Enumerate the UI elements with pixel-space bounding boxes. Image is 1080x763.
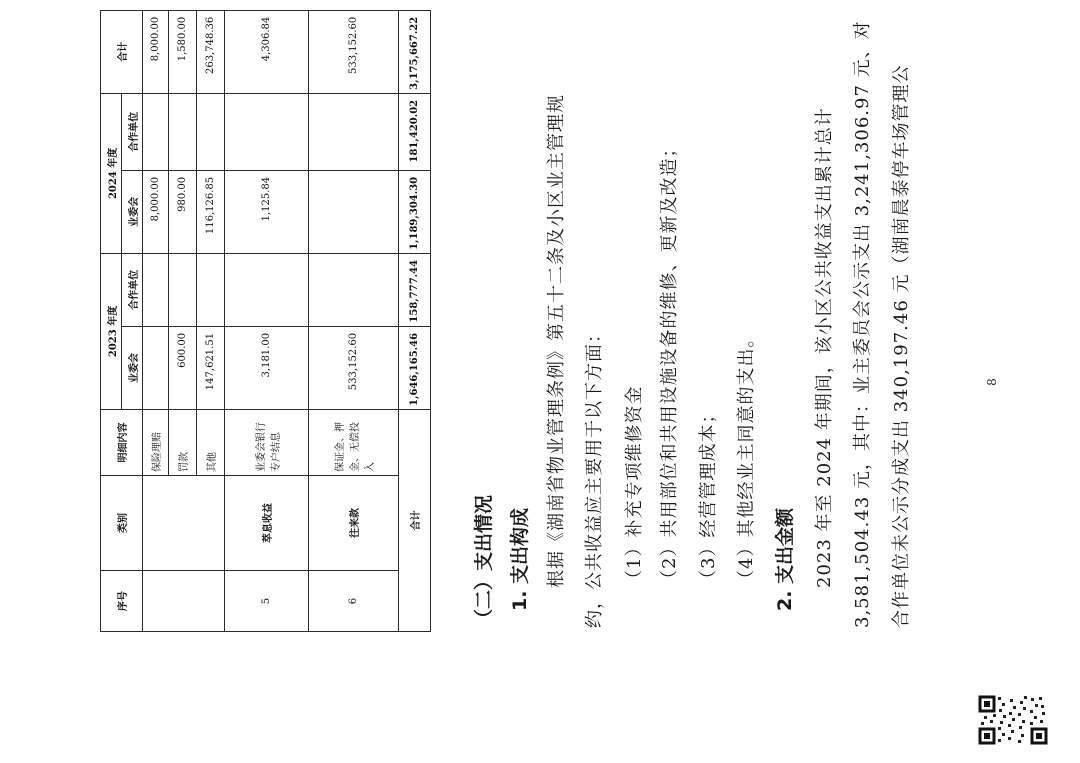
total-cell: 533,152.60 xyxy=(309,10,399,93)
committee-2024-cell: 1,125.84 xyxy=(225,170,309,253)
header-total: 合计 xyxy=(101,10,143,93)
paragraph-line: 2023 年至 2024 年期间，该小区公共收益支出累计总计 xyxy=(814,107,835,588)
detail-cell: 业委会银行专户结息 xyxy=(225,410,309,476)
header-seq: 序号 xyxy=(101,571,143,632)
committee-2023-cell xyxy=(143,326,169,409)
income-table xyxy=(100,10,431,632)
page-number: 8 xyxy=(985,378,999,386)
partner-2024-cell xyxy=(197,93,225,170)
list-item: （1）补充专项维修资金 xyxy=(624,385,645,588)
table-row xyxy=(309,10,399,631)
paragraph-line: 合作单位未公示分成支出 340,197.46 元（湖南晨泰停车场管理公 xyxy=(891,64,912,628)
partner-2023-cell xyxy=(169,253,197,326)
section-heading: （二）支出情况 xyxy=(473,494,495,628)
total-committee-2024: 1,189,304.30 xyxy=(399,170,431,253)
table-row xyxy=(143,10,169,631)
header-year-2023: 2023 年度 xyxy=(101,253,122,409)
committee-2024-cell: 116,126.85 xyxy=(197,170,225,253)
table-total-row xyxy=(399,10,431,631)
partner-2023-cell xyxy=(309,253,399,326)
total-partner-2024: 181,420.02 xyxy=(399,93,431,170)
header-committee-2023: 业委会 xyxy=(122,326,143,409)
partner-2024-cell xyxy=(143,93,169,170)
detail-cell: 其他 xyxy=(197,410,225,476)
committee-2023-cell: 147,621.51 xyxy=(197,326,225,409)
detail-cell: 保证金、押金、无偿投入 xyxy=(309,410,399,476)
total-cell: 263,748.36 xyxy=(197,10,225,93)
table-row xyxy=(225,10,309,631)
seq-cell xyxy=(143,571,225,632)
header-committee-2024: 业委会 xyxy=(122,170,143,253)
list-item: （4）其他经业主同意的支出。 xyxy=(736,328,757,588)
header-partner-2024: 合作单位 xyxy=(122,93,143,170)
committee-2024-cell: 8,000.00 xyxy=(143,170,169,253)
header-partner-2023: 合作单位 xyxy=(122,253,143,326)
header-detail: 明细内容 xyxy=(101,410,143,476)
category-cell: 萃息收益 xyxy=(225,476,309,571)
seq-cell: 6 xyxy=(309,571,399,632)
qr-code-icon xyxy=(978,695,1048,745)
total-cell: 4,306.84 xyxy=(225,10,309,93)
list-item: （2）共用部位和共用设施设备的维修、更新及改造； xyxy=(659,138,680,588)
total-committee-2023: 1,646,165.46 xyxy=(399,326,431,409)
paragraph-line: 3,581,504.43 元，其中：业主委员会公示支出 3,241,306.97 元、对 xyxy=(852,20,873,628)
detail-cell: 罚款 xyxy=(169,410,197,476)
total-row-label: 合计 xyxy=(399,410,431,632)
total-cell: 1,580.00 xyxy=(169,10,197,93)
detail-cell: 保险理赔 xyxy=(143,410,169,476)
category-cell: 往来款 xyxy=(309,476,399,571)
total-cell: 8,000.00 xyxy=(143,10,169,93)
list-item: （3）经营管理成本； xyxy=(698,404,719,588)
header-category: 类别 xyxy=(101,476,143,571)
seq-cell: 5 xyxy=(225,571,309,632)
partner-2024-cell xyxy=(309,93,399,170)
table-header-row xyxy=(101,10,122,631)
paragraph-line: 根据《湖南省物业管理条例》第五十二条及小区业主管理规 xyxy=(546,94,567,588)
committee-2024-cell xyxy=(309,170,399,253)
paragraph-line: 约，公共收益应主要用于以下方面： xyxy=(584,324,605,628)
grand-total: 3,175,667.22 xyxy=(399,10,431,93)
total-partner-2023: 158,777.44 xyxy=(399,253,431,326)
category-cell xyxy=(143,476,225,571)
committee-2024-cell: 980.00 xyxy=(169,170,197,253)
committee-2023-cell: 600.00 xyxy=(169,326,197,409)
partner-2023-cell xyxy=(197,253,225,326)
header-year-2024: 2024 年度 xyxy=(101,93,122,253)
partner-2024-cell xyxy=(225,93,309,170)
subheading-expense-amount: 2. 支出金额 xyxy=(774,507,796,611)
partner-2023-cell xyxy=(143,253,169,326)
partner-2023-cell xyxy=(225,253,309,326)
subheading-expense-composition: 1. 支出构成 xyxy=(509,507,531,611)
committee-2023-cell: 3,181.00 xyxy=(225,326,309,409)
partner-2024-cell xyxy=(169,93,197,170)
committee-2023-cell: 533,152.60 xyxy=(309,326,399,409)
